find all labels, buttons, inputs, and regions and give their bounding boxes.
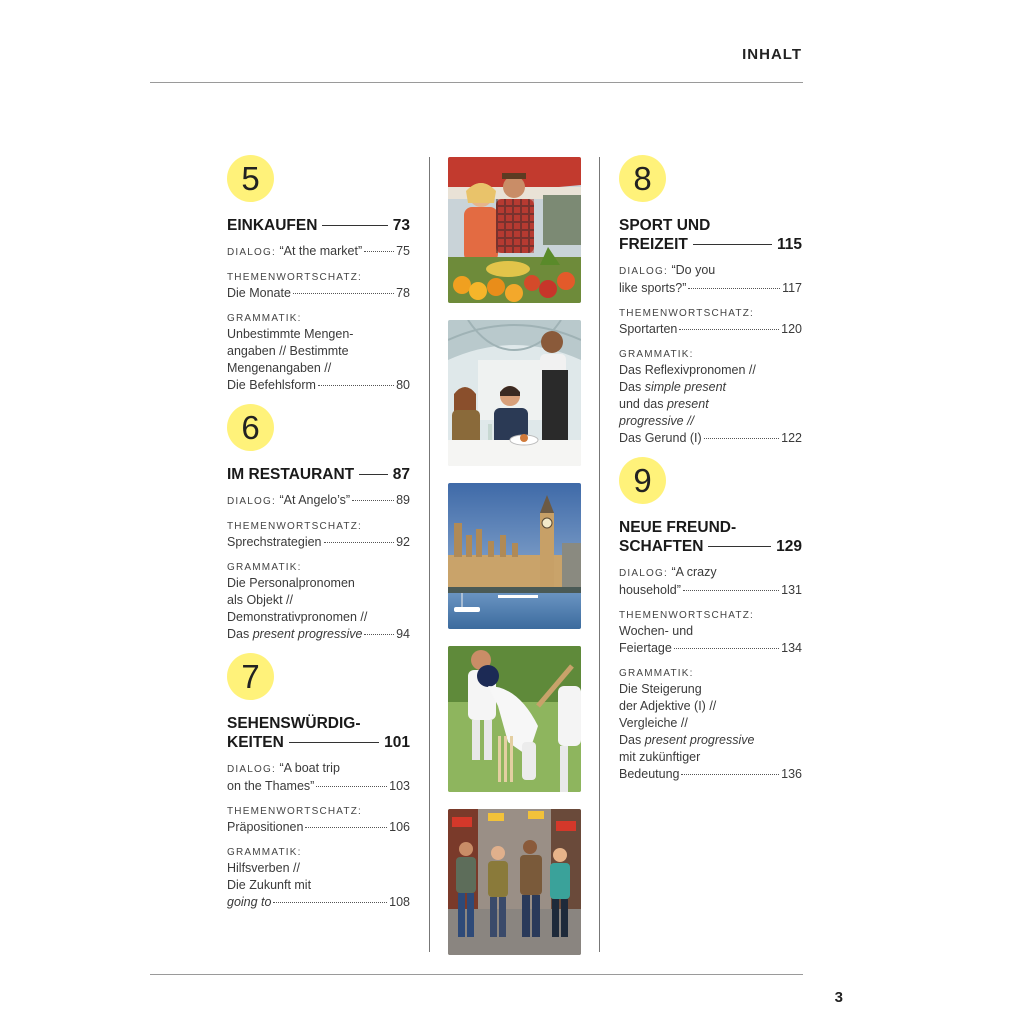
grammatik-line: Das Reflexivpronomen //	[619, 363, 756, 377]
chapter-8	[619, 155, 802, 447]
chapter-number-badge: 9	[619, 457, 666, 504]
toc-right-column	[619, 155, 802, 793]
grammatik-italic: progressive //	[619, 414, 695, 428]
dialog-entry[interactable]	[619, 564, 802, 599]
grammatik-label: GRAMMATIK:	[619, 349, 694, 360]
chapter-7	[227, 653, 410, 911]
grammatik-last-italic: present progressive	[252, 627, 363, 641]
dialog-title-last: like sports?”	[619, 281, 687, 295]
entry-page: 134	[781, 641, 802, 655]
entry-page: 108	[389, 895, 410, 909]
column-divider-left	[429, 157, 430, 952]
dialog-label: DIALOG:	[227, 496, 276, 507]
chapter-9	[619, 457, 802, 783]
themen-label: THEMENWORTSCHATZ:	[227, 272, 363, 283]
grammatik-line: Die Steigerung	[619, 682, 702, 696]
chapter-title[interactable]	[227, 465, 410, 484]
chapter-title-text: NEUE FREUND-	[619, 519, 737, 536]
themen-label: THEMENWORTSCHATZ:	[227, 806, 363, 817]
entry-page: 92	[396, 535, 410, 549]
dialog-entry[interactable]	[227, 243, 410, 261]
chapter-page: 129	[776, 538, 802, 555]
grammatik-entry[interactable]	[619, 666, 802, 783]
chapter-number-badge: 5	[227, 155, 274, 202]
grammatik-line: als Objekt //	[227, 593, 293, 607]
grammatik-entry[interactable]	[619, 347, 802, 447]
dialog-label: DIALOG:	[227, 764, 276, 775]
chapter-title[interactable]	[619, 518, 802, 556]
grammatik-line: angaben // Bestimmte	[227, 344, 349, 358]
chapter-title-text: SEHENSWÜRDIG-	[227, 715, 361, 732]
chapter-number-badge: 6	[227, 404, 274, 451]
footer-rule	[150, 974, 803, 975]
grammatik-plain: und das	[619, 397, 667, 411]
entry-page: 103	[389, 779, 410, 793]
themen-title-first: Wochen- und	[619, 624, 694, 638]
photo-column	[448, 157, 581, 972]
themen-title: Die Monate	[227, 286, 291, 300]
themenwortschatz-entry[interactable]	[227, 519, 410, 551]
entry-page: 136	[781, 767, 802, 781]
chapter-page: 115	[776, 236, 802, 253]
entry-page: 106	[389, 820, 410, 834]
chapter-number-badge: 7	[227, 653, 274, 700]
grammatik-last-plain: Das	[227, 627, 253, 641]
themen-label: THEMENWORTSCHATZ:	[227, 521, 363, 532]
grammatik-entry[interactable]	[227, 560, 410, 643]
grammatik-line: Vergleiche //	[619, 716, 688, 730]
grammatik-plain: Das	[619, 733, 645, 747]
toc-left-column	[227, 155, 410, 921]
grammatik-line: der Adjektive (I) //	[619, 699, 717, 713]
themen-title-last: Feiertage	[619, 641, 672, 655]
chapter-page: 101	[384, 734, 410, 751]
chapter-title[interactable]	[227, 714, 410, 752]
chapter-page: 87	[392, 466, 410, 483]
dialog-entry[interactable]	[227, 760, 410, 795]
entry-page: 120	[781, 322, 802, 336]
themen-label: THEMENWORTSCHATZ:	[619, 308, 755, 319]
entry-page: 80	[396, 378, 410, 392]
themen-title: Sprechstrategien	[227, 535, 322, 549]
grammatik-last-line: Das Gerund (I)	[619, 431, 702, 445]
cricket-photo	[448, 646, 581, 792]
dialog-title: “At the market”	[279, 244, 363, 258]
themen-title: Präpositionen	[227, 820, 304, 834]
chapter-title-text: SPORT UND	[619, 217, 711, 234]
market-photo	[448, 157, 581, 303]
grammatik-line: Mengenangaben //	[227, 361, 332, 375]
dialog-title-first: “A crazy	[671, 565, 717, 579]
dialog-title-first: “Do you	[671, 263, 716, 277]
restaurant-photo	[448, 320, 581, 466]
themen-title: Sportarten	[619, 322, 678, 336]
grammatik-line: Demonstrativpronomen //	[227, 610, 368, 624]
grammatik-line: Hilfsverben //	[227, 861, 300, 875]
grammatik-line: Die Zukunft mit	[227, 878, 312, 892]
grammatik-plain: Das	[619, 380, 645, 394]
themenwortschatz-entry[interactable]	[227, 270, 410, 302]
grammatik-line: mit zukünftiger	[619, 750, 701, 764]
entry-page: 94	[396, 627, 410, 641]
chapter-title-text: KEITEN	[227, 734, 284, 751]
chapter-title[interactable]	[227, 216, 410, 235]
entry-page: 89	[396, 493, 410, 507]
page-number: 3	[834, 989, 843, 1006]
dialog-title: “At Angelo’s”	[279, 493, 351, 507]
chapter-title-text: IM RESTAURANT	[227, 466, 355, 483]
dialog-label: DIALOG:	[619, 266, 668, 277]
grammatik-last-line: Die Befehlsform	[227, 378, 316, 392]
page-header-title: INHALT	[742, 46, 802, 63]
dialog-label: DIALOG:	[619, 568, 668, 579]
grammatik-line: Die Personalpronomen	[227, 576, 355, 590]
chapter-title-text: SCHAFTEN	[619, 538, 704, 555]
london-westminster-photo	[448, 483, 581, 629]
dialog-entry[interactable]	[227, 492, 410, 510]
chapter-5	[227, 155, 410, 394]
dialog-title-last: household”	[619, 583, 681, 597]
themenwortschatz-entry[interactable]	[619, 306, 802, 338]
themenwortschatz-entry[interactable]	[227, 804, 410, 836]
entry-page: 75	[396, 244, 410, 258]
chapter-page: 73	[392, 217, 410, 234]
grammatik-label: GRAMMATIK:	[227, 313, 302, 324]
dialog-title-first: “A boat trip	[279, 761, 340, 775]
entry-page: 131	[781, 583, 802, 597]
dialog-label: DIALOG:	[227, 247, 276, 258]
entry-page: 117	[782, 281, 802, 295]
dialog-entry[interactable]	[619, 262, 802, 297]
themenwortschatz-entry[interactable]	[619, 608, 802, 657]
grammatik-last-italic: going to	[227, 895, 272, 909]
chapter-title-text: FREIZEIT	[619, 236, 688, 253]
grammatik-line: Unbestimmte Mengen-	[227, 327, 354, 341]
grammatik-entry[interactable]	[227, 311, 410, 394]
grammatik-label: GRAMMATIK:	[227, 562, 302, 573]
grammatik-italic: present	[666, 397, 709, 411]
grammatik-last-line: Bedeutung	[619, 767, 680, 781]
grammatik-label: GRAMMATIK:	[619, 668, 694, 679]
themen-label: THEMENWORTSCHATZ:	[619, 610, 755, 621]
chapter-title-text: EINKAUFEN	[227, 217, 318, 234]
chapter-title[interactable]	[619, 216, 802, 254]
grammatik-italic: present progressive	[644, 733, 755, 747]
dialog-title-last: on the Thames”	[227, 779, 315, 793]
chapter-6	[227, 404, 410, 643]
grammatik-italic: simple present	[644, 380, 726, 394]
grammatik-label: GRAMMATIK:	[227, 847, 302, 858]
street-friends-photo	[448, 809, 581, 955]
column-divider-right	[599, 157, 600, 952]
grammatik-entry[interactable]	[227, 845, 410, 911]
entry-page: 78	[396, 286, 410, 300]
chapter-number-badge: 8	[619, 155, 666, 202]
header-rule	[150, 82, 803, 83]
entry-page: 122	[781, 431, 802, 445]
